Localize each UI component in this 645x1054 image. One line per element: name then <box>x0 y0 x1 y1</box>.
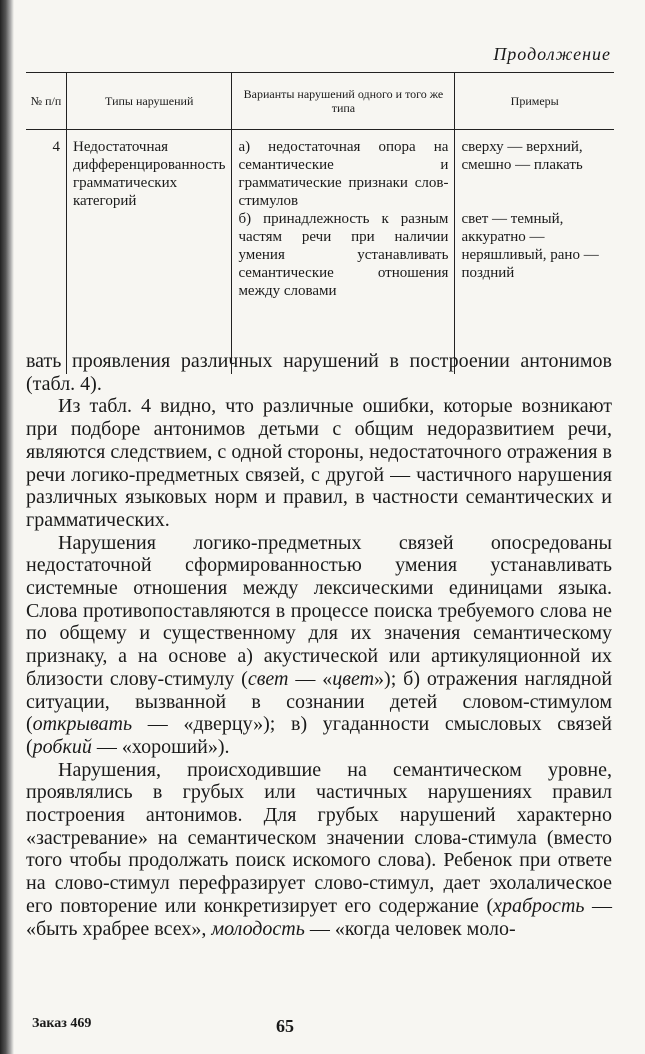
header-number: № п/п <box>26 73 67 130</box>
page-footer <box>26 1016 612 1040</box>
row-examples-cell <box>455 130 614 375</box>
book-spine-shadow <box>0 0 14 1054</box>
header-violation-types: Типы нарушений <box>67 73 232 130</box>
paragraph-2: Из табл. 4 видно, что различные ошибки, которые возникают при подборе антонимов детьми с общим недоразвитием речи, являются следствием, с одной стороны, недостаточного отражения в речи логико-предметных связей, с другой — частичного нарушения различных языковых норм и правил, в частности семантических и грамматических. <box>26 395 612 531</box>
violations-table <box>26 72 614 374</box>
row-number: 4 <box>52 139 60 155</box>
paragraph-1: вать проявления различных нарушений в построении антонимов (табл. 4). <box>26 350 612 395</box>
order-number: Заказ 469 <box>32 1016 92 1031</box>
italic-term: храбрость <box>493 894 585 917</box>
header-violation-variants: Варианты нарушений одного и того же типа <box>232 73 455 130</box>
continuation-label: Продолжение <box>493 44 611 64</box>
italic-term: молодость <box>211 917 305 940</box>
variant-a: а) недостаточная опора на семантические и грамматические признаки слов-стимулов <box>238 139 449 209</box>
italic-term: цвет <box>332 667 375 690</box>
example-b: свет — темный, аккуратно — неряшливый, рано — поздний <box>461 211 599 281</box>
table-header-row <box>26 73 614 130</box>
main-text <box>26 350 612 940</box>
example-a: сверху — верхний, смешно — плакать <box>461 139 583 173</box>
row-violation-type: Недостаточная дифференцированность грамматических категорий <box>67 130 232 375</box>
italic-term: открывать <box>32 713 133 736</box>
row-variants-cell <box>232 130 455 375</box>
header-examples: Примеры <box>455 73 614 130</box>
italic-term: робкий <box>32 735 92 758</box>
italic-term: свет <box>247 667 289 690</box>
paragraph-4: Нарушения, происходившие на семантическом уровне, проявлялись в грубых или частичных нарушениях правил построения антонимов. Для грубых нарушений характерно «застревание» на семантическом значении слова-стимула (вместо того чтобы продолжать поиск искомого слова). Ребенок при ответе на слово-стимул перефразирует слово-стимул, дает эхолалическое его повторение или конкретизирует его содержание (храбрость — «быть храбрее всех», молодость — «когда человек моло- <box>26 758 613 940</box>
paragraph-3: Нарушения логико-предметных связей опосредованы недостаточной сформированностью умения устанавливать системные отношения между лексическими единицами языка. Слова противопоставляются в процессе поиска требуемого слова не по общему и существенному для их значения семантическому признаку, а на основе а) акустической или артикуляционной их близости слову-стимулу (свет — «цвет»); б) отражения наглядной ситуации, вызванной в сознании детей словом-стимулом (открывать — «дверцу»); в) угаданности смысловых связей (робкий — «хороший»). <box>26 531 613 758</box>
variant-b: б) принадлежность к разным частям речи при наличии умения устанавливать семантические отношения между словами <box>238 211 449 299</box>
page-number: 65 <box>276 1016 294 1036</box>
table-row <box>26 130 614 375</box>
